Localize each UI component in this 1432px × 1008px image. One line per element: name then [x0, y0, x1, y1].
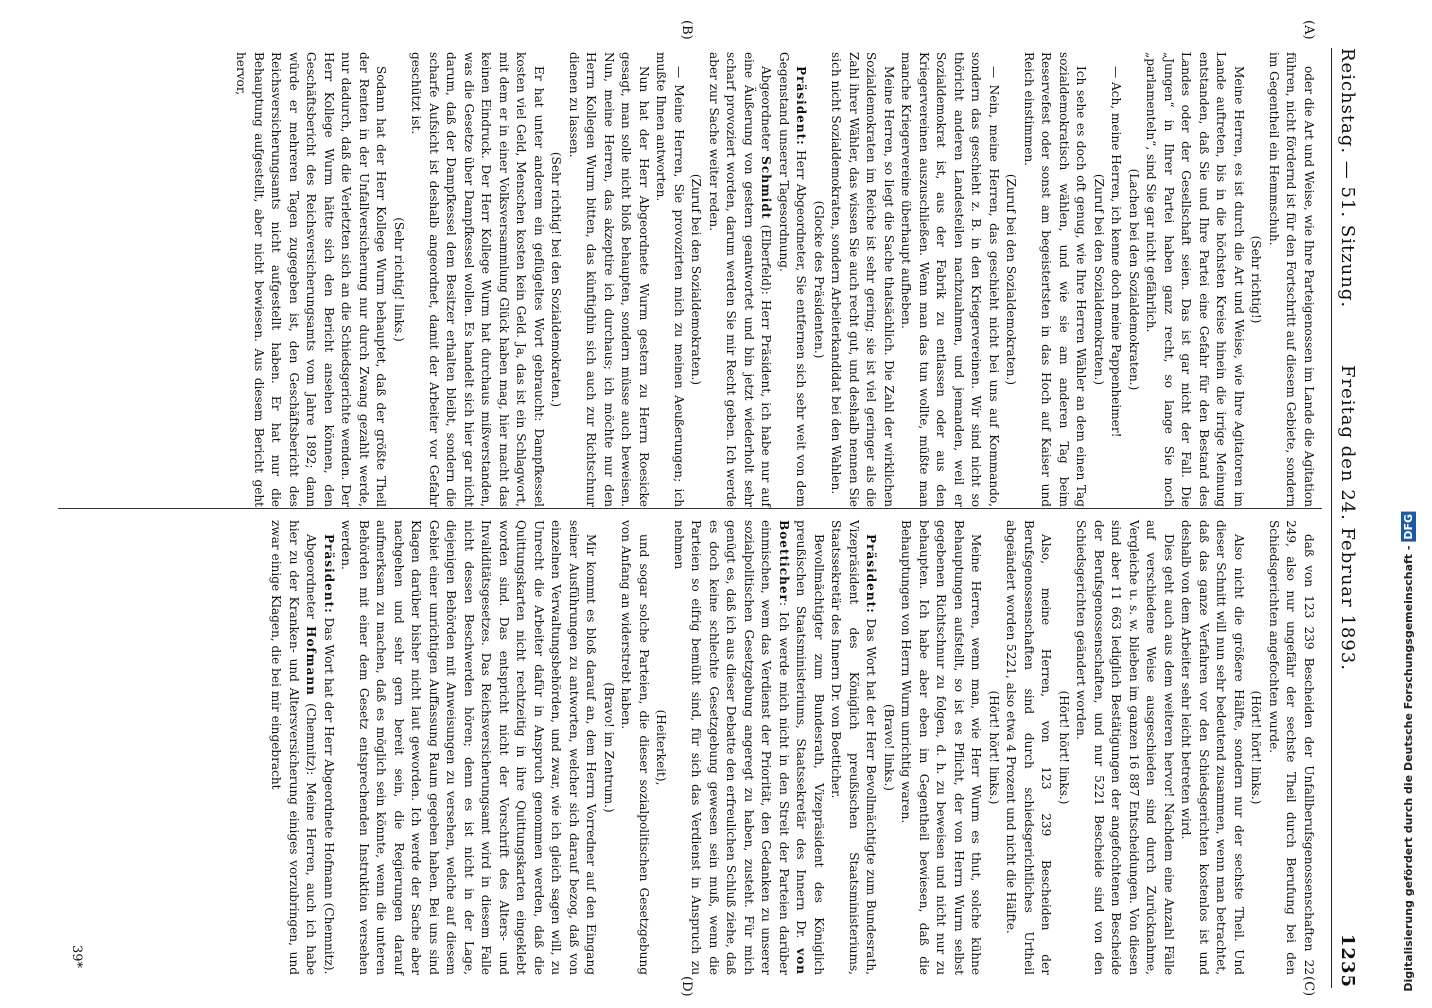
stage-direction: (Heiterkeit),: [654, 709, 669, 786]
paragraph: Meine Herren, wenn man, wie Herr Wurm es thut, solche kühne Behauptungen aufstellt, so ist es Pflicht, der von Herrn Wurm selbst gegebenen Richtschnur zu folgen, d. h. zu beweisen und nicht nur zu behaupten. Ich habe aber eben im Gegentheil bewiesen, daß die Behauptungen von Herrn Wurm unrichtig waren.: [899, 520, 984, 975]
paragraph: Nun hat der Herr Abgeordnete Wurm gestern zu Herrn Roesicke gesagt, man solle nicht bloß behaupten, sondern müsse auch beweisen. Nun, meine Herren, das akzeptire ich durchaus; ich möchte nur den Herrn Kollegen Wurm bitten, das künftighin sich auch zur Richtschnur dienen zu lassen.: [567, 52, 651, 507]
paragraph: Bevollmächtigter zum Bundesrath, Vizepräsident des Königlich preußischen Staatsministeriums, Staatssekretär des Innern Dr. von Boetticher: Ich werde mich nicht in den Streit der Parteien darüber einmischen, wem das Verdienst der Priorität, den Gedanken zu unserer sozialpolitischen Gesetzgebung angeregt zu haben, zusteht. Für mich genügt es, daß ich aus dieser Debatte den erfreulichen Schluß ziehe, daß es doch keine schlechte Gesetzgebung gewesen sein muß, wenn die Parteien so eifrig bemüht sind, für sich das Verdienst in Anspruch zu nehmen: [672, 520, 826, 975]
stage-direction: (Glocke des Präsidenten.): [812, 200, 826, 359]
paragraph: Meine Herren, es ist durch die Art und Weise, wie Ihre Agitatoren im Lande auftreten, bis in die höchsten Kreise hinein die irrige Meinung entstanden, daß Sie und Ihre Partei eine Gefahr für den Bestand des Landes oder der Gesellschaft seien. Das ist gar nicht der Fall. Die „Jungen“ in Ihrer Partei haben ganz recht, so lange Sie noch „parlamenteln“, sind Sie gar nicht gefährlich.: [1144, 52, 1246, 507]
paragraph: Sodann hat der Herr Kollege Wurm behauptet, daß der größte Theil der Renten in der Unfallversicherung nur durch Zwang gezahlt werde, nur dadurch, daß die Verletzten sich an die Schiedsgerichte wenden. Der Herr Kollege Wurm hätte sich den Bericht ansehen können, den Geschäftsbericht des Reichsversicherungsamts vom Jahre 1892; dann würde er mehreren Tagen zugegeben ist, den Geschäftsbericht des Reichsversicherungsamts nicht aufgestellt haben. Er hat nur die Behauptung aufgestellt, aber nicht bewiesen. Aus diesem Bericht geht hervor,: [234, 52, 389, 507]
paragraph: Mir kommt es bloß darauf an, dem Herrn Vorredner auf den Eingang seiner Ausführungen zu antworten, welcher sich darauf bezog, daß von einzelnen Verwaltungsbehörden, und zwar, wie ich gleich sagen will, zu Unrecht die Arbeiter dafür in Anspruch genommen werden, daß die Quittungskarten nicht rechtzeitig in ihre Quittungskarten eingeklebt worden sind. Das entspricht nicht der Vorschrift des Alters- und Invaliditätsgesetzes. Das Reichsversicherungsamt wird in diesem Falle nicht dessen Beschwerden hören; denn es ist nicht in der Lage, diejenigen Behörden mit Anweisungen zu versehen, welche auf diesem Gebiet einer unrichtigen Auffassung Raum gegeben haben. Bei uns sind Klagen darüber bisher nicht laut geworden. Ich werde der Sache aber nachgehen und sehr gern bereit sein, die Regierungen darauf aufmerksam zu machen, daß es möglich sein könnte, wenn die unteren Behörden mit einer dem Gesetz entsprechenden Instruktion versehen werden.: [339, 520, 599, 975]
stage-direction: (Zuruf bei den Sozialdemokraten.): [1092, 173, 1106, 386]
margin-marker-d: (D): [679, 976, 694, 997]
paragraph: daß von 123 239 Bescheiden der Unfallberufsgenossenschaften 22 249, also nur ungefähr der sechste Theil durch Berufung bei den Schiedsgerichten angefochten wurde.: [1267, 520, 1316, 975]
stage-direction: (Sehr richtig!): [1249, 235, 1264, 324]
paragraph: Abgeordneter Hofmann (Chemnitz): Meine Herren, auch ich habe hier zu der Kranken- und Altersversicherung einiges vorzubringen, und zwar einige Klagen, die bei mir eingebracht: [269, 520, 319, 975]
paragraph: — Nein, meine Herren, das geschieht nicht bei uns auf Kommando, sondern das geschieht z. B. in den Kriegervereinen. Wir sind nicht so thöricht anderen Landesteilen nachzuahmen, und jemanden, weil er Sozialdemokrat ist, aus der Fabrik zu entlassen oder aus den Kriegervereinen auszuschließen. Wenn man das tun wollte, müßte man manche Kriegervereine überhaupt aufheben.: [899, 52, 1001, 507]
dfg-logo: DFG: [1402, 514, 1415, 541]
paragraph: Dies geht auch aus dem weiteren hervor! Nachdem eine Anzahl Fälle auf verschiedene Weise ausgeschieden sind durch Zurücknahme, Vergleiche u. s. w. blieben im ganzen 16 887 Entscheidungen. Von diesen sind aber 11 663 lediglich Bestätigungen der angefochtenen Bescheide der Berufsgenossenschaften, und nur 5221 Bescheide sind von den Schiedsgerichten geändert worden.: [1074, 520, 1176, 975]
paragraph: Präsident: Herr Abgeordneter, Sie entfernen sich sehr weit von dem Gegenstand unserer Tagesordnung.: [777, 52, 809, 507]
paragraph: Er hat unter anderem ein geflügeltes Wort gebraucht: Dampfkessel kosten viel Geld, Menschen kosten kein Geld. Ja, das ist ein Schlagwort, mit dem er in einer Volksversammlung Glück haben mag, hier macht das keinen Eindruck. Der Herr Kollege Wurm hat durchaus mißverstanden, was die Gesetze über Dampfkessel wollen. Es handelt sich hier gar nicht darum, daß der Dampfkessel dem Besitzer erhalten bleibt, sondern die scharfe Aufsicht ist deshalb angeordnet, damit der Arbeiter vor Gefahr geschützt ist.: [409, 52, 546, 507]
paragraph: — Meine Herren, Sie provozirten mich zu meinen Aeußerungen; ich mußte Ihnen antworten.: [654, 52, 686, 507]
dfg-credit-text: Digitalisierung gefördert durch die Deutsche Forschungsgemeinschaft -: [1402, 545, 1415, 992]
stage-direction: (Hört! hört! links.): [1249, 690, 1264, 805]
margin-marker-c: (C): [1301, 976, 1316, 997]
paragraph: oder die Art und Weise, wie Ihre Parteigenossen im Lande die Agitation führen, nicht fördernd ist für den Fortschritt auf diesem Gebiete, sondern im Gegentheil ein Hemmschuh.: [1267, 52, 1316, 507]
left-column: [232, 52, 1318, 507]
stage-direction: (Zuruf bei den Sozialdemokraten.): [689, 173, 704, 386]
stage-direction: (Sehr richtig! bei den Sozialdemokraten.): [549, 151, 564, 408]
header-left: Reichstag. — 51. Sitzung.: [1337, 48, 1358, 309]
stage-direction: (Bravo! im Zentrum.): [602, 682, 616, 813]
paragraph: Präsident: Das Wort hat der Herr Abgeordnete Hofmann (Chemnitz).: [322, 534, 336, 975]
dfg-credit: [1401, 512, 1416, 992]
paragraph: Also nicht die größere Hälfte, sondern nur der sechste Theil. Und dieser Schnitt will nun sehr bedeutend zusammen, wenn man betrachtet, daß das ganze Verfahren vor den Schiedsgerichten kostenlos ist und deshalb von dem Arbeiter sehr leicht betreten wird.: [1179, 520, 1246, 975]
page-number: 1235: [1337, 933, 1358, 988]
dfg-credit-strip: [1404, 0, 1426, 1000]
stage-direction: (Hört! hört! links.): [987, 690, 1001, 805]
paragraph: Meine Herren, so liegt die Sache thatsächlich. Die Zahl der wirklichen Sozialdemokraten im Reiche ist sehr gering; sie ist viel geringer als die Zahl ihrer Wähler, das wissen Sie auch recht gut, und deshalb nennen Sie sich nicht Sozialdemokraten, sondern Arbeiterkandidat bei den Wahlen.: [829, 52, 896, 507]
paragraph: — Ach, meine Herren, ich kenne doch meine Pappenheimer!: [1109, 66, 1124, 438]
paragraph: Also, meine Herren, von 123 239 Bescheiden der Berufsgenossenschaften sind durch schiedsgerichtliches Urtheil abgeändert worden 5221, also etwa 4 Prozent und nicht die Hälfte.: [1004, 520, 1054, 975]
sheet-signature: 39*: [69, 944, 84, 968]
header-date: Freitag den 24. Februar 1893.: [1337, 364, 1358, 672]
stage-direction: (Bravo! links.): [882, 703, 896, 792]
stage-direction: (Zuruf bei den Sozialdemokraten.): [1004, 173, 1019, 386]
paragraph: Abgeordneter Schmidt (Elberfeld): Herr Präsident, ich habe nur auf eine Äußerung von gestern geantwortet und bin jetzt wiederholt sehr scharf provoziert worden, darum werden Sie mir Recht geben. Ich werde aber zur Sache weiter reden.: [707, 52, 774, 507]
stage-direction: (Hört! hört! links.): [1057, 690, 1071, 805]
column-divider: [58, 508, 1322, 509]
rotated-page: [44, 8, 1384, 1008]
paragraph: Ich sehe es doch oft genug, wie Ihre Herren Wähler an dem einen Tag sozialdemokratisch wählen, und wie sie am anderen Tag beim Reservefest oder sonst am begeistertsten in das Hoch auf Kaiser und Reich einstimmen.: [1022, 52, 1089, 507]
page-header: [1331, 48, 1362, 988]
margin-marker-b: (B): [679, 20, 694, 40]
paragraph: Präsident: Das Wort hat der Herr Bevollmächtigte zum Bundesrath, Vizepräsident des Königlich preußischen Staatsministeriums, Staatssekretär des Innern Dr. von Boetticher.: [829, 520, 879, 975]
stage-direction: (Sehr richtig! links.): [392, 217, 406, 342]
margin-marker-a: (A): [1301, 20, 1316, 40]
right-column: [267, 520, 1318, 975]
paragraph: und sogar solche Parteien, die dieser sozialpolitischen Gesetzgebung von Anfang an widerstrebt haben.: [619, 520, 651, 975]
stage-direction: (Lachen bei den Sozialdemokraten.): [1127, 168, 1141, 391]
